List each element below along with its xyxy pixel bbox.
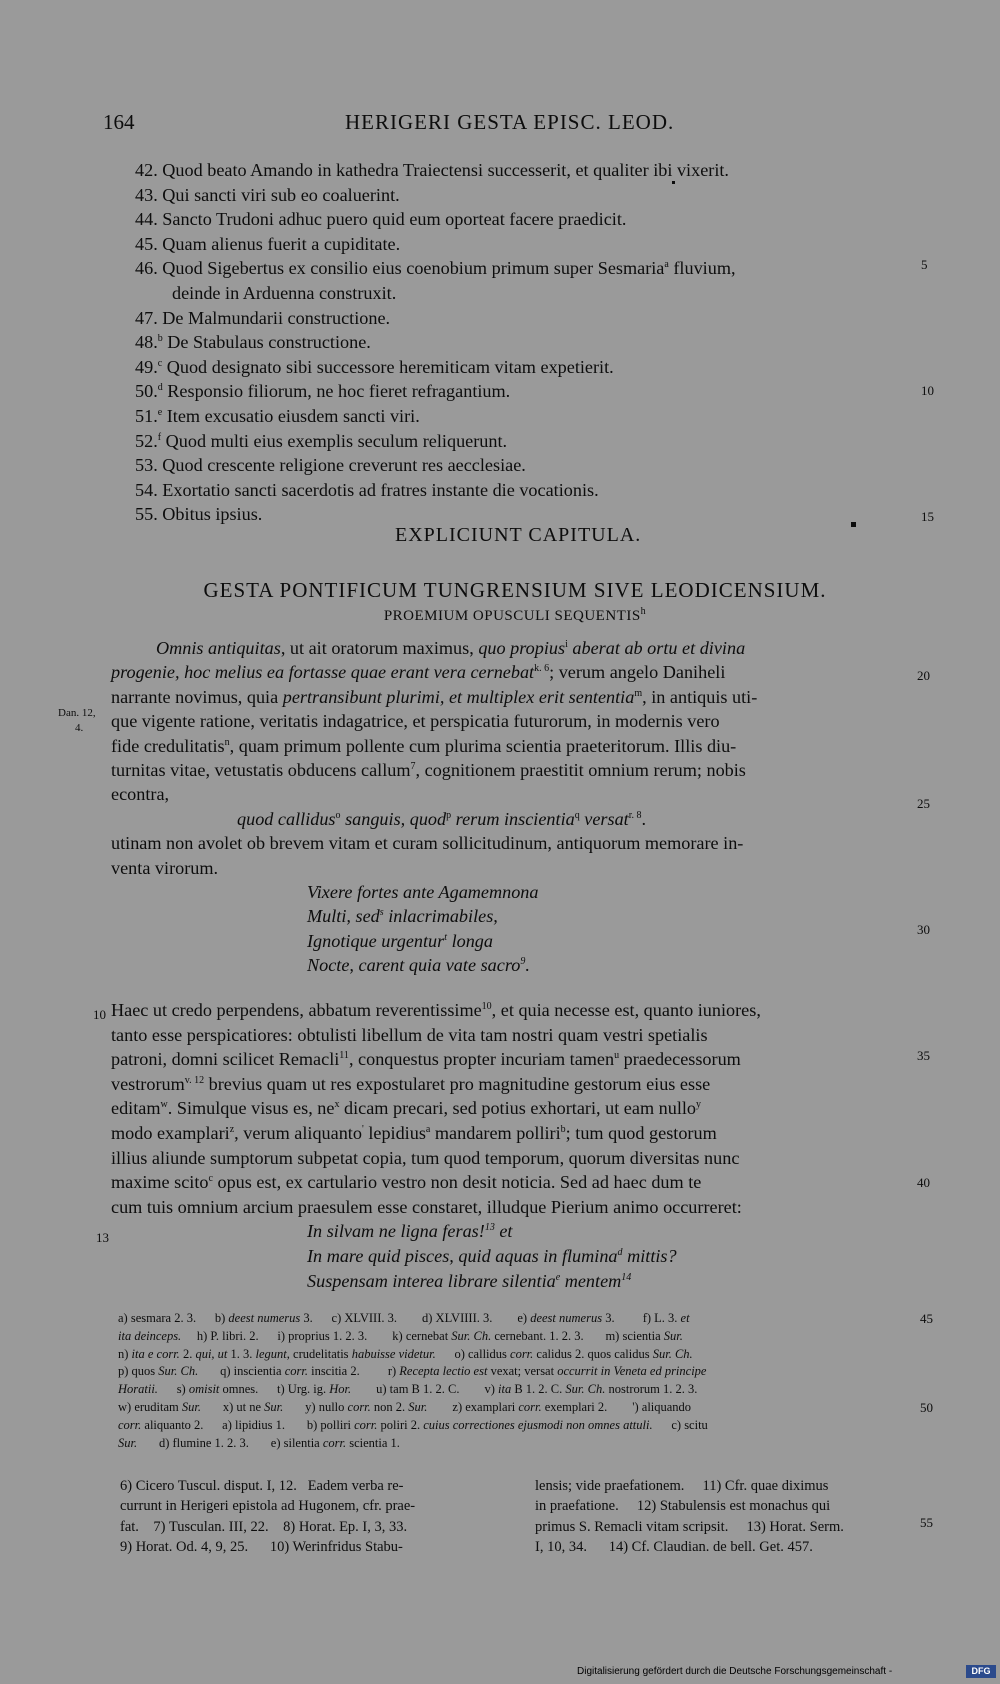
chapter-text: 48. — [135, 332, 158, 353]
text-line — [111, 709, 921, 733]
ink-dot — [851, 522, 856, 527]
text-line — [111, 1096, 931, 1121]
note-ref: ' — [361, 1123, 364, 1135]
note-ref: c — [157, 357, 163, 369]
text-run: Vixere fortes ante Agamemnona — [307, 882, 539, 903]
text-run: Nocte, carent quia vate sacro — [307, 955, 521, 976]
text-line — [111, 1195, 931, 1220]
text-run: opus est, ex cartulario vestro non desit noticia. Sed ad haec dum te — [212, 1172, 702, 1193]
footnote-line: 6) Cicero Tuscul. disput. I, 12. Eadem verba re- — [120, 1478, 404, 1494]
text-run: econtra, — [111, 784, 170, 805]
text-run: quod callidus — [237, 808, 336, 829]
text-run: mittis? — [622, 1245, 677, 1266]
text-run: que vigente ratione, veritatis indagatrice, et perspicatia futurorum, in modernis vero — [111, 711, 720, 732]
apparatus-line: a) sesmara 2. 3. b) deest numerus 3. c) XLVIII. 3. d) XLVIIII. 3. e) deest numerus 3. f) L. 3. et — [118, 1311, 690, 1325]
text-run: aberat ab ortu et divina — [567, 638, 746, 658]
footnote-line: fat. 7) Tusculan. III, 22. 8) Horat. Ep. I, 3, 33. — [120, 1518, 408, 1535]
footnote-line: in praefatione. 12) Stabulensis est monachus qui — [535, 1498, 831, 1515]
footnote-line: lensis; vide praefationem. 11) Cfr. quae diximus — [535, 1478, 829, 1494]
note-ref: 11 — [339, 1050, 349, 1062]
chapter-text: 50. — [135, 381, 158, 402]
chapter-text: 43. Qui sancti viri sub eo coaluerint. — [135, 184, 400, 205]
text-run: . — [525, 955, 530, 976]
line-number-20: 20 — [917, 668, 930, 683]
text-run: In mare quid pisces, quid aquas in flumina — [307, 1245, 618, 1266]
text-run: venta virorum. — [111, 857, 219, 878]
text-line — [111, 660, 921, 684]
chapter-entry — [135, 158, 935, 183]
text-run: , conquestus propter incuriam tamen — [348, 1049, 615, 1070]
text-run: editam — [111, 1098, 161, 1119]
note-ref: z — [229, 1123, 235, 1135]
note-ref: 13 — [484, 1222, 495, 1234]
text-run: fide credulitatis — [111, 735, 225, 756]
note-ref: m — [634, 687, 643, 699]
text-run: progenie, hoc melius ea fortasse quae erant vera cernebat — [111, 662, 535, 683]
chapter-text: 53. Quod crescente religione creverunt res aecclesiae. — [135, 455, 526, 476]
chapter-text: 47. De Malmundarii constructione. — [135, 307, 391, 328]
ink-speck — [672, 181, 675, 184]
text-line — [111, 758, 921, 782]
text-line — [111, 880, 921, 904]
text-run: cum tuis omnium arcium praesulem esse constaret, illudque Pierium animo occurreret: — [111, 1196, 742, 1217]
critical-apparatus — [118, 1310, 938, 1452]
text-line — [111, 1269, 931, 1294]
chapter-text: fluvium, — [668, 258, 736, 279]
text-run: ; verum angelo Daniheli — [549, 662, 726, 683]
text-run: quo propius — [478, 638, 566, 658]
note-ref: a — [425, 1123, 431, 1135]
text-run: longa — [447, 930, 493, 951]
text-run: et — [494, 1221, 513, 1242]
footnotes-right-column — [535, 1476, 844, 1557]
line-number-30: 30 — [917, 922, 930, 937]
note-ref: a — [664, 259, 669, 271]
text-run: maxime scito — [111, 1172, 209, 1193]
text-run: inlacrimabiles, — [383, 906, 498, 927]
line-number-45: 45 — [920, 1311, 933, 1326]
text-run: vestrorum — [111, 1073, 185, 1094]
chapter-entry — [135, 429, 935, 454]
text-run: , quam primum pollente cum plurima scientia praeteritorum. Illis diu- — [229, 735, 737, 756]
apparatus-line: p) quos Sur. Ch. q) inscientia corr. inscitia 2. r) Recepta lectio est vexat; versat occurrit in Veneta ed principe — [118, 1364, 707, 1379]
proemium-heading — [0, 608, 1000, 625]
text-run: . Simulque visus es, ne — [167, 1098, 335, 1119]
proemium-text: PROEMIUM OPUSCULI SEQUENTIS — [383, 608, 641, 624]
explicit-heading: EXPLICIUNT CAPITULA. — [395, 524, 642, 546]
chapter-text: 52. — [135, 430, 158, 451]
margin-ref-dan-verse: 4. — [75, 722, 84, 734]
chapter-text: 44. Sancto Trudoni adhuc puero quid eum oporteat facere praedicit. — [135, 209, 627, 230]
chapter-text: 42. Quod beato Amando in kathedra Traiectensi successerit, et qualiter ibi vixerit. — [135, 160, 729, 180]
chapter-entry — [135, 330, 935, 355]
text-line — [111, 685, 921, 709]
text-run: brevius quam ut res expostularet pro magnitudine gestorum eius esse — [204, 1073, 711, 1094]
margin-ref-13: 13 — [96, 1230, 109, 1245]
page-header — [95, 110, 955, 140]
text-line — [111, 929, 921, 953]
chapter-entry — [135, 232, 935, 257]
chapter-entry — [135, 207, 935, 232]
chapter-entry — [135, 453, 935, 478]
text-line — [111, 636, 921, 660]
text-run: patroni, domni scilicet Remacli — [111, 1049, 340, 1070]
line-number-5: 5 — [921, 257, 928, 272]
page-number: 164 — [103, 110, 135, 134]
note-ref: e — [555, 1271, 561, 1283]
text-run: , cognitionem praestitit omnium rerum; nobis — [415, 760, 746, 781]
note-ref: 10 — [481, 1000, 492, 1012]
note-ref: 9 — [520, 956, 526, 968]
text-run: Suspensam interea librare silentia — [307, 1270, 556, 1291]
text-line — [111, 1219, 931, 1244]
note-ref: o — [335, 809, 341, 821]
chapter-text: 45. Quam alienus fuerit a cupiditate. — [135, 233, 401, 254]
text-line — [111, 1121, 931, 1146]
apparatus-line: corr. aliquanto 2. a) lipidius 1. b) polliri corr. poliri 2. cuius correctiones ejusmodi non omnes attuli. c) scitu — [118, 1417, 708, 1432]
chapter-text: 55. Obitus ipsius. — [135, 504, 263, 525]
chapter-text: 49. — [135, 356, 158, 377]
note-ref: k. 6 — [534, 663, 550, 675]
note-ref: i — [565, 638, 568, 650]
running-title: HERIGERI GESTA EPISC. LEOD. — [345, 110, 675, 134]
line-number-10: 10 — [921, 383, 934, 398]
text-run: illius aliunde sumptorum subpetat copia, tum quod temporum, quorum diversitas nunc — [111, 1147, 740, 1168]
text-run: Haec ut credo perpendens, abbatum reverentissime — [111, 1000, 482, 1020]
digitization-credit: Digitalisierung gefördert durch die Deutsche Forschungsgemeinschaft - — [577, 1666, 893, 1677]
line-number-55: 55 — [920, 1515, 933, 1530]
chapter-entry — [135, 379, 935, 404]
section-title: GESTA PONTIFICUM TUNGRENSIUM SIVE LEODICENSIUM. — [203, 578, 827, 602]
chapter-entry — [135, 355, 935, 380]
apparatus-line: n) ita e corr. 2. qui, ut 1. 3. legunt, crudelitatis habuisse videtur. o) callidus corr. calidus 2. quos calidus Sur. Ch. — [118, 1346, 693, 1361]
chapter-entry — [135, 478, 935, 503]
text-line — [111, 1072, 931, 1097]
text-run: versat — [579, 808, 629, 829]
text-run: mentem — [560, 1270, 622, 1291]
text-run: tanto esse perspicatiores: obtulisti libellum de vita tam nostri quam vestri spetialis — [111, 1024, 708, 1045]
text-run: sanguis, quod — [340, 808, 447, 829]
text-run: dicam precari, sed potius exhortari, ut eam nullo — [339, 1098, 697, 1119]
chapter-text: Item excusatio eiusdem sancti viri. — [162, 405, 420, 426]
footnote-line: currunt in Herigeri epistola ad Hugonem, cfr. prae- — [120, 1498, 416, 1515]
text-run: In silvam ne ligna feras! — [307, 1221, 485, 1242]
text-run: rerum inscientia — [451, 808, 575, 829]
text-line — [111, 734, 921, 758]
note-ref: 7 — [410, 760, 416, 772]
chapter-text: 51. — [135, 405, 158, 426]
margin-ref-10: 10 — [93, 1007, 106, 1022]
text-line — [111, 1170, 931, 1195]
text-run: ; tum quod gestorum — [565, 1122, 717, 1143]
line-number-40: 40 — [917, 1175, 930, 1190]
chapter-list — [135, 158, 935, 527]
note-ref: c — [208, 1173, 213, 1185]
chapter-entry — [135, 281, 935, 306]
note-ref: b — [560, 1123, 566, 1135]
main-body — [111, 998, 931, 1293]
text-run: utinam non avolet ob brevem vitam et curam sollicitudinum, antiquorum memorare in- — [111, 833, 744, 854]
text-line — [111, 1244, 931, 1269]
text-run: , verum aliquanto — [234, 1122, 362, 1143]
note-ref: f — [157, 431, 162, 443]
text-run: turnitas vitae, vetustatis obducens callum — [111, 760, 411, 781]
text-line — [111, 1146, 931, 1171]
chapter-entry — [135, 404, 935, 429]
note-ref: b — [157, 333, 163, 345]
text-run: , et quia necesse est, quanto iuniores, — [491, 1000, 761, 1020]
footnote-line: 9) Horat. Od. 4, 9, 25. 10) Werinfridus Stabu- — [120, 1538, 403, 1555]
text-run: Ignotique urgentur — [307, 930, 445, 951]
chapter-text: Quod designato sibi successore heremiticam vitam expetierit. — [162, 356, 614, 377]
text-run: . — [641, 808, 647, 829]
proemium-body — [111, 636, 921, 978]
note-ref: r. 8 — [628, 809, 642, 821]
chapter-text: 54. Exortatio sancti sacerdotis ad fratres instante die vocationis. — [135, 479, 599, 500]
chapter-text: De Stabulaus constructione. — [162, 332, 371, 353]
text-line — [111, 831, 921, 855]
footnote-line: primus S. Remacli vitam scripsit. 13) Horat. Serm. — [535, 1518, 844, 1535]
chapter-text: Quod multi eius exemplis seculum reliquerunt. — [161, 430, 508, 451]
text-line — [111, 1023, 931, 1048]
text-line — [111, 953, 921, 977]
note-ref: d — [617, 1246, 623, 1258]
text-run: praedecessorum — [619, 1049, 741, 1070]
text-run: , ut ait oratorum maximus, — [280, 638, 479, 658]
apparatus-line: Sur. d) flumine 1. 2. 3. e) silentia corr. scientia 1. — [118, 1435, 400, 1450]
note-ref: u — [614, 1050, 620, 1062]
footnotes-left-column — [120, 1476, 415, 1557]
text-run: narrante novimus, quia — [111, 686, 283, 707]
chapter-entry — [135, 256, 935, 281]
margin-ref-dan: Dan. 12, — [58, 707, 96, 719]
text-line — [111, 782, 921, 806]
proemium-note: h — [640, 606, 647, 617]
note-ref: n — [224, 736, 230, 748]
apparatus-line: ita deinceps. h) P. libri. 2. i) proprius 1. 2. 3. k) cernebat Sur. Ch. cernebant. 1. 2. 3. m) scientia Sur. — [118, 1328, 683, 1343]
text-line — [111, 807, 921, 831]
text-run: lepidius — [363, 1122, 426, 1143]
note-ref: e — [157, 406, 163, 418]
note-ref: s — [379, 907, 384, 919]
note-ref: v. 12 — [184, 1074, 205, 1086]
line-number-50: 50 — [920, 1400, 933, 1415]
note-ref: q — [574, 809, 580, 821]
note-ref: y — [696, 1099, 702, 1111]
line-number-35: 35 — [917, 1048, 930, 1063]
text-line — [111, 904, 921, 928]
text-run: , in antiquis uti- — [642, 686, 758, 707]
chapter-entry — [135, 183, 935, 208]
dfg-logo: DFG — [966, 1665, 996, 1678]
text-line — [111, 1047, 931, 1072]
note-ref: d — [157, 382, 163, 394]
chapter-text: 46. Quod Sigebertus ex consilio eius coenobium primum super Sesmaria — [135, 258, 665, 279]
text-run: Multi, sed — [307, 906, 380, 927]
text-run: modo examplari — [111, 1122, 230, 1143]
line-number-15: 15 — [921, 509, 934, 524]
apparatus-line: Horatii. s) omisit omnes. t) Urg. ig. Hor. u) tam B 1. 2. C. v) ita B 1. 2. C. Sur. Ch. nostrorum 1. 2. 3. — [118, 1382, 698, 1397]
text-run: Omnis antiquitas — [156, 638, 281, 658]
note-ref: x — [334, 1099, 340, 1111]
line-number-25: 25 — [917, 796, 930, 811]
note-ref: p — [446, 809, 452, 821]
chapter-text: deinde in Arduenna construxit. — [172, 282, 397, 303]
note-ref: 14 — [621, 1271, 632, 1283]
text-line — [111, 998, 931, 1023]
footnote-line: I, 10, 34. 14) Cf. Claudian. de bell. Get. 457. — [535, 1538, 813, 1555]
text-line — [111, 856, 921, 880]
chapter-text: Responsio filiorum, ne hoc fieret refragantium. — [162, 381, 511, 402]
note-ref: w — [160, 1099, 168, 1111]
text-run: pertransibunt plurimi, et multiplex erit sententia — [282, 686, 635, 707]
chapter-entry — [135, 306, 935, 331]
note-ref: t — [444, 931, 448, 943]
text-run: mandarem polliri — [430, 1122, 561, 1143]
apparatus-line: w) eruditam Sur. x) ut ne Sur. y) nullo corr. non 2. Sur. z) examplari corr. exemplari 2. ') aliquando — [118, 1399, 692, 1414]
